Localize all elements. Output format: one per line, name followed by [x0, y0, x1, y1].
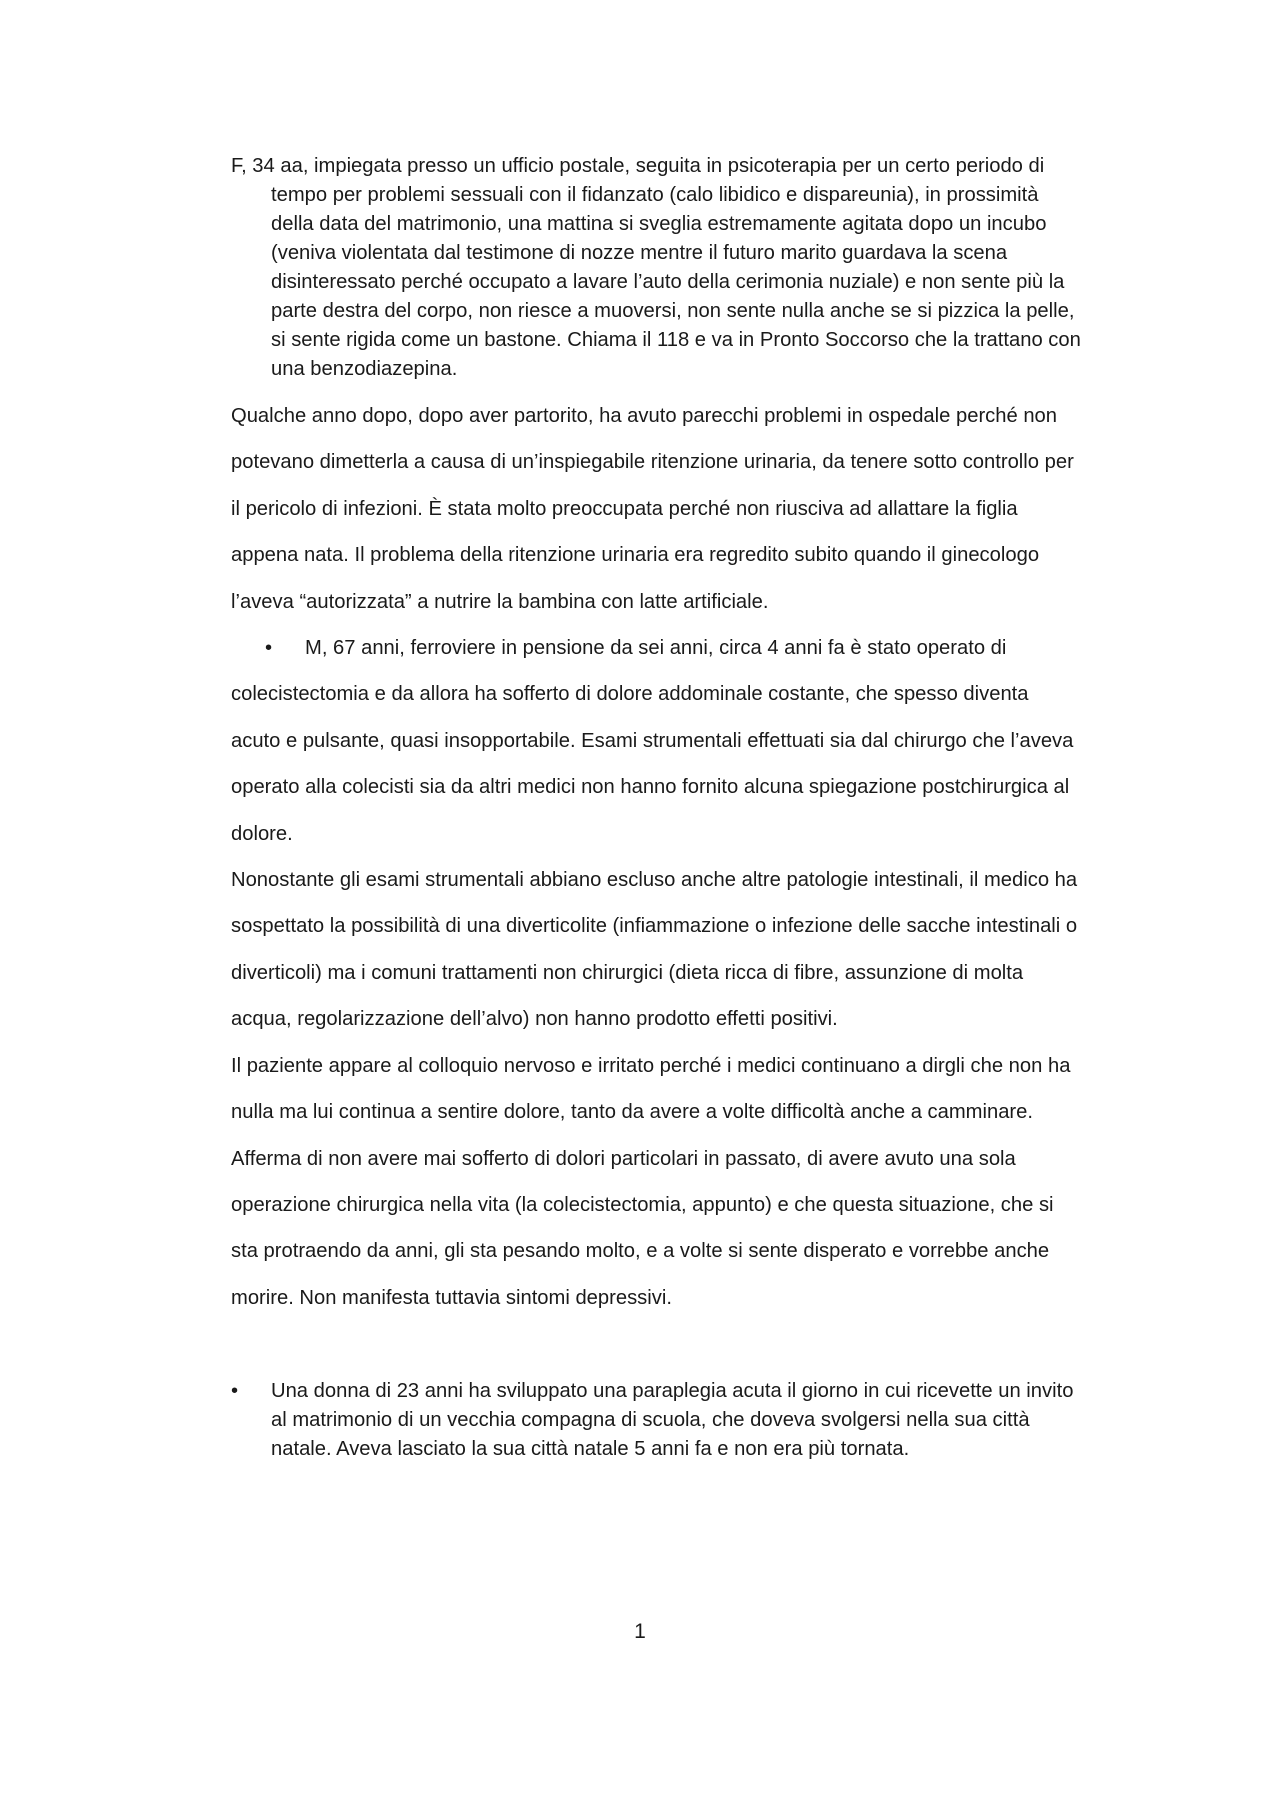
case-3-paragraph — [231, 1377, 1083, 1464]
case-2-intro-text: M, 67 anni, ferroviere in pensione da sei anni, circa 4 anni fa è stato operato di colecistectomia e da allora ha sofferto di dolore addominale costante, che spesso diventa acuto e pulsante, quasi insopportabile. Esami strumentali effettuati sia dal chirurgo che l’aveva operato alla colecisti sia da altri medici non hanno fornito alcuna spiegazione postchirurgica al dolore. — [231, 637, 1074, 845]
case-2-exams-paragraph: Nonostante gli esami strumentali abbiano escluso anche altre patologie intestinali, il medico ha sospettato la possibilità di una diverticolite (infiammazione o infezione delle sacche intestinali o diverticoli) ma i comuni trattamenti non chirurgici (dieta ricca di fibre, assunzione di molta acqua, regolarizzazione dell’alvo) non hanno prodotto effetti positivi. — [231, 869, 1078, 1031]
case-2-intro-paragraph — [231, 625, 1083, 857]
bullet-marker: • — [231, 1380, 239, 1403]
case-1-paragraph: F, 34 aa, impiegata presso un ufficio postale, seguita in psicoterapia per un certo periodo di tempo per problemi sessuali con il fidanzato (calo libidico e dispareunia), in prossimità della data del matrimonio, una mattina si sveglia estremamente agitata dopo un incubo (veniva violentata dal testimone di nozze mentre il futuro marito guardava la scena disinteressato perché occupato a lavare l’auto della cerimonia nuziale) e non sente più la parte destra del corpo, non riesce a muoversi, non sente nulla anche se si pizzica la pelle, si sente rigida come un bastone. Chiama il 118 e va in Pronto Soccorso che la trattano con una benzodiazepina. — [231, 155, 1081, 380]
case-1-followup-paragraph: Qualche anno dopo, dopo aver partorito, ha avuto parecchi problemi in ospedale perché non potevano dimetterla a causa di un’inspiegabile ritenzione urinaria, da tenere sotto controllo per il pericolo di infezioni. È stata molto preoccupata perché non riusciva ad allattare la figlia appena nata. Il problema della ritenzione urinaria era regredito subito quando il ginecologo l’aveva “autorizzata” a nutrire la bambina con latte artificiale. — [231, 405, 1074, 613]
case-2-patient-paragraph: Il paziente appare al colloquio nervoso e irritato perché i medici continuano a dirgli che non ha nulla ma lui continua a sentire dolore, tanto da avere a volte difficoltà anche a camminare. Afferma di non avere mai sofferto di dolori particolari in passato, di avere avuto una sola operazione chirurgica nella vita (la colecistectomia, appunto) e che questa situazione, che si sta protraendo da anni, gli sta pesando molto, e a volte si sente disperato e vorrebbe anche morire. Non manifesta tuttavia sintomi depressivi. — [231, 1054, 1071, 1309]
section-spacer — [231, 1321, 1083, 1377]
page-number: 1 — [634, 1620, 646, 1643]
case-3-text: Una donna di 23 anni ha sviluppato una paraplegia acuta il giorno in cui ricevette un invito al matrimonio di un vecchia compagna di scuola, che doveva svolgersi nella sua città natale. Aveva lasciato la sua città natale 5 anni fa e non era più tornata. — [271, 1380, 1074, 1461]
document-body — [231, 152, 1083, 1464]
bullet-marker: • — [265, 637, 273, 660]
